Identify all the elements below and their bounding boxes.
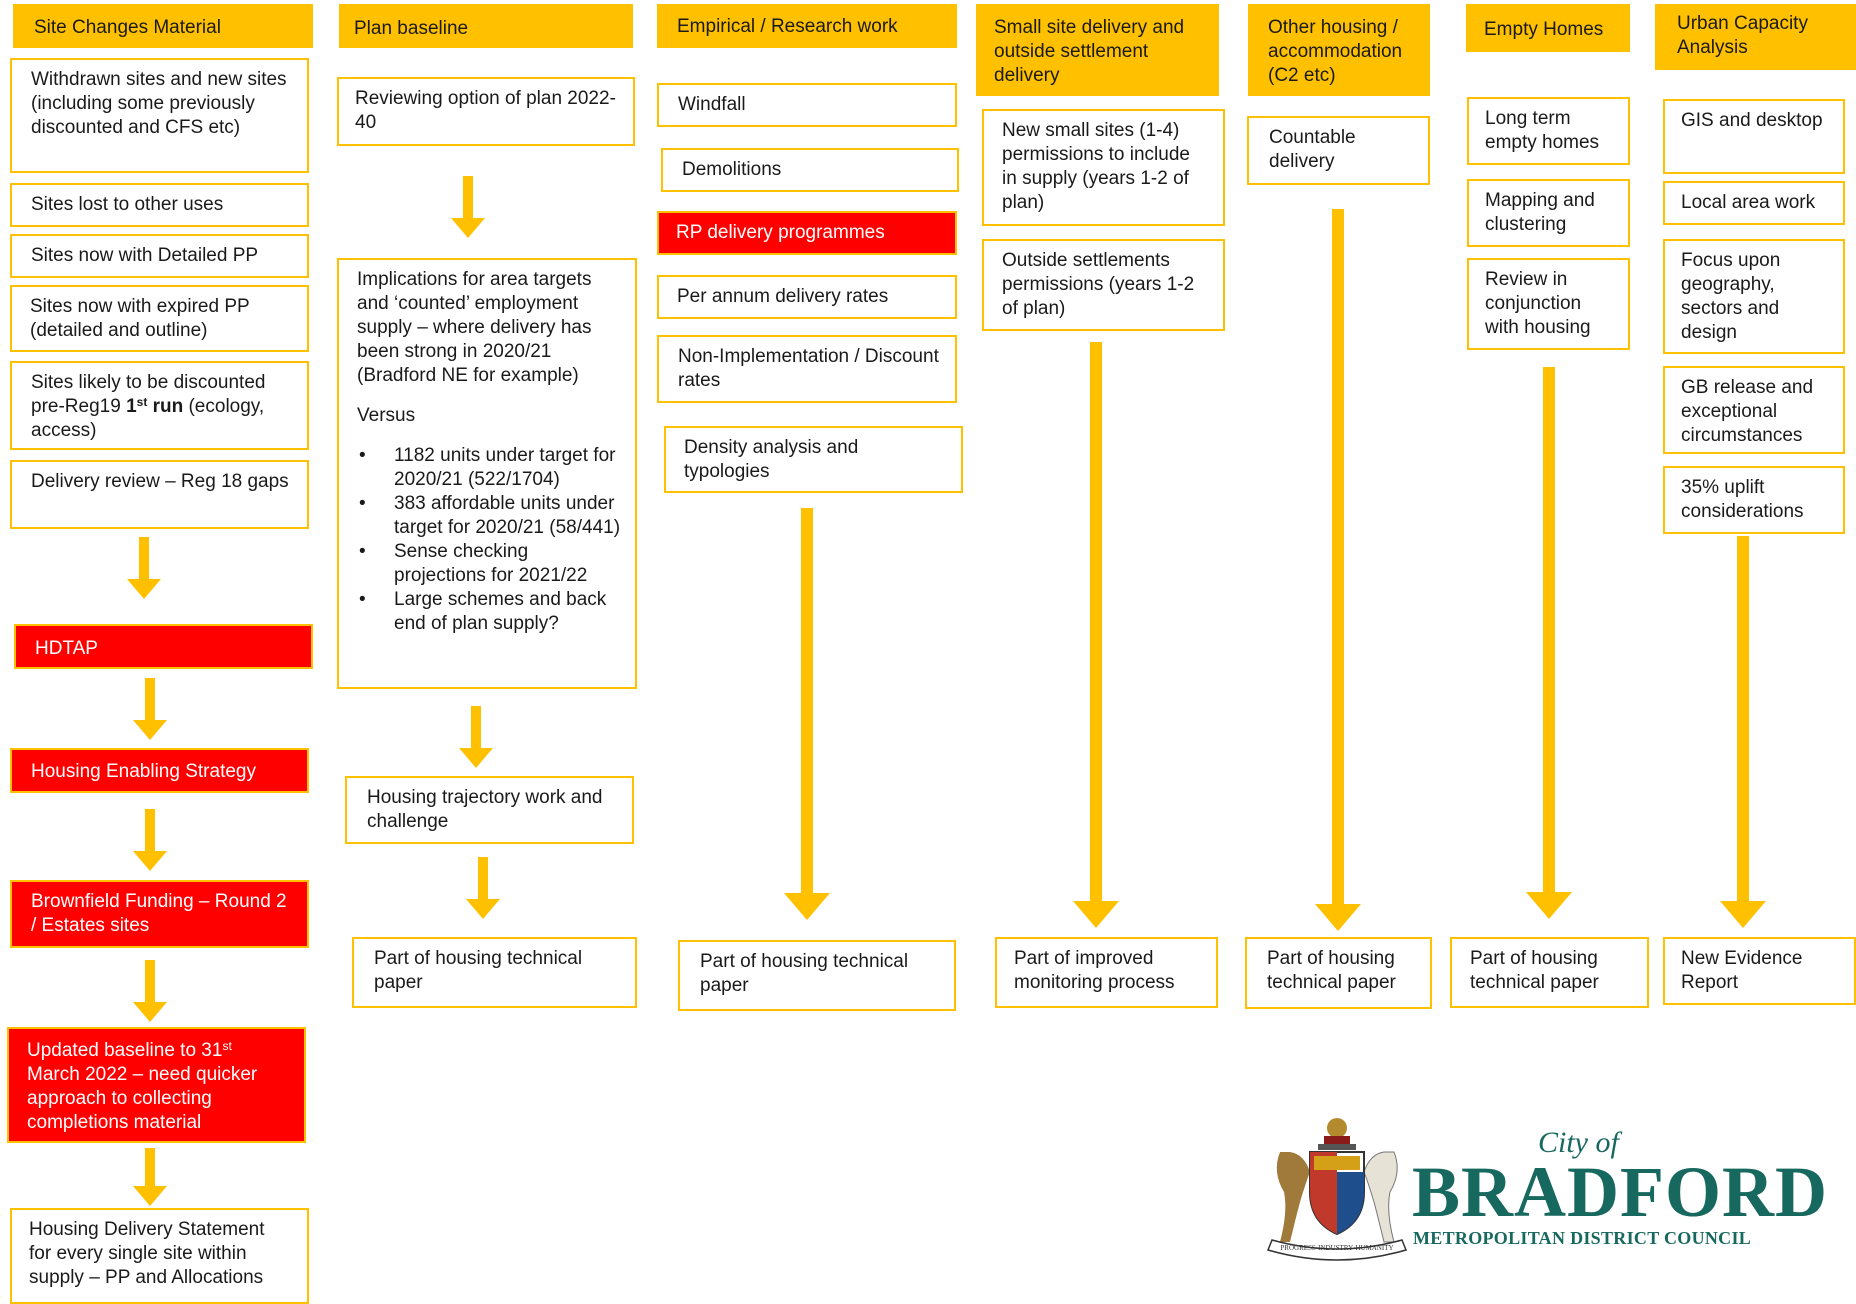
new-evidence-report-box: New Evidence Report [1663,937,1856,1005]
empty-homes-technical-paper-box: Part of housing technical paper [1450,937,1649,1008]
delivery-review-box: Delivery review – Reg 18 gaps [10,460,309,529]
expired-pp-box: Sites now with expired PP (detailed and outline) [10,285,309,352]
down-arrow-icon [127,537,161,599]
logo-city-of: City of [1538,1126,1619,1159]
other-technical-paper-box: Part of housing technical paper [1245,937,1432,1009]
sites-lost-box: Sites lost to other uses [10,183,309,227]
down-arrow-icon [133,1148,167,1206]
new-small-sites-box: New small sites (1-4) permissions to include in supply (years 1-2 of plan) [982,109,1225,226]
header-site-changes: Site Changes Material [13,4,313,48]
housing-delivery-statement-box: Housing Delivery Statement for every single site within supply – PP and Allocations [10,1208,309,1304]
coat-of-arms-icon [1262,1112,1412,1262]
housing-trajectory-box: Housing trajectory work and challenge [345,776,634,844]
down-arrow-icon [466,857,500,919]
down-arrow-icon [1315,209,1361,931]
non-implementation-box: Non-Implementation / Discount rates [657,335,957,403]
logo-motto: PROGRESS·INDUSTRY·HUMANITY [1280,1244,1394,1252]
outside-settlements-box: Outside settlements permissions (years 1-2 of plan) [982,239,1225,331]
bullet-item: • Sense checking projections for 2021/22 [357,540,623,588]
down-arrow-icon [1073,342,1119,928]
down-arrow-icon [459,706,493,768]
header-plan-baseline: Plan baseline [339,4,633,48]
rp-delivery-box: RP delivery programmes [657,211,957,255]
discounted-sites-box: Sites likely to be discounted pre-Reg19 1st run (ecology, access) [10,361,309,450]
bradford-council-logo [1262,1112,1828,1282]
bullet-item: • 1182 units under target for 2020/21 (522/1704) [357,444,623,492]
hdtap-box: HDTAP [14,624,313,669]
down-arrow-icon [1720,536,1766,928]
housing-enabling-strategy-box: Housing Enabling Strategy [10,748,309,793]
countable-delivery-box: Countable delivery [1247,116,1430,185]
down-arrow-icon [451,176,485,238]
detailed-pp-box: Sites now with Detailed PP [10,234,309,278]
reviewing-option-box: Reviewing option of plan 2022-40 [337,77,635,146]
updated-baseline-box: Updated baseline to 31st March 2022 – need quicker approach to collecting completions material [7,1027,306,1143]
mapping-clustering-box: Mapping and clustering [1467,179,1630,247]
down-arrow-icon [1526,367,1572,919]
down-arrow-icon [133,678,167,740]
bullet-item: • 383 affordable units under target for 2020/21 (58/441) [357,492,623,540]
header-urban-capacity: Urban Capacity Analysis [1655,4,1856,70]
gis-desktop-box: GIS and desktop [1663,99,1845,174]
implications-box: Implications for area targets and ‘counted’ employment supply – where delivery has been strong in 2020/21 (Bradford NE for example) Versus • 1182 units under target for 2020/21 (522/1704) • 383 affordable units under target for 2020/21 (58/441) • Sense checking projections for 2021/22 • Large schemes and back end of plan supply? [337,258,637,689]
empirical-technical-paper-box: Part of housing technical paper [678,940,956,1011]
windfall-box: Windfall [657,83,957,127]
per-annum-box: Per annum delivery rates [657,275,957,319]
gb-release-box: GB release and exceptional circumstances [1663,366,1845,454]
focus-geography-box: Focus upon geography, sectors and design [1663,239,1845,354]
header-empirical: Empirical / Research work [657,4,957,48]
withdrawn-sites-box: Withdrawn sites and new sites (including some previously discounted and CFS etc) [10,58,309,173]
down-arrow-icon [133,960,167,1022]
down-arrow-icon [784,508,830,920]
demolitions-box: Demolitions [661,148,959,192]
bullet-item: • Large schemes and back end of plan supply? [357,588,623,636]
uplift-considerations-box: 35% uplift considerations [1663,466,1845,534]
header-other-housing: Other housing / accommodation (C2 etc) [1248,4,1430,96]
improved-monitoring-box: Part of improved monitoring process [995,937,1218,1008]
plan-technical-paper-box: Part of housing technical paper [352,937,637,1008]
review-conjunction-box: Review in conjunction with housing [1467,258,1630,350]
local-area-work-box: Local area work [1663,181,1845,225]
long-term-empty-box: Long term empty homes [1467,97,1630,165]
density-analysis-box: Density analysis and typologies [664,426,963,493]
header-empty-homes: Empty Homes [1466,4,1630,52]
logo-council-name: METROPOLITAN DISTRICT COUNCIL [1413,1228,1752,1248]
header-small-site: Small site delivery and outside settlement delivery [976,4,1219,96]
logo-bradford: BRADFORD [1412,1152,1828,1232]
down-arrow-icon [133,809,167,871]
brownfield-funding-box: Brownfield Funding – Round 2 / Estates sites [10,880,309,948]
implications-bullet-list [357,444,623,636]
